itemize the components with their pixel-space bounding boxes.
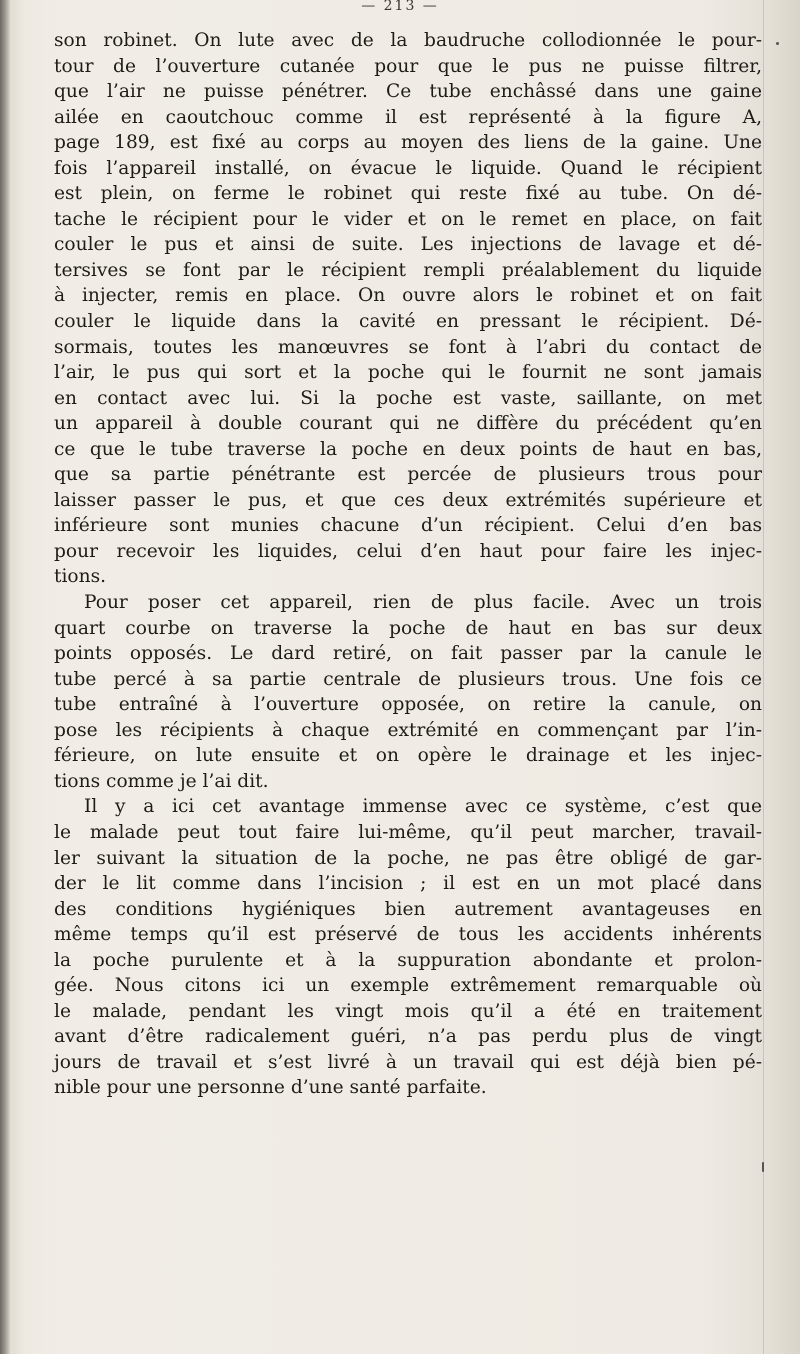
text-line: que sa partie pénétrante est percée de plusieurs trous pour bbox=[54, 464, 762, 486]
paper-speck bbox=[776, 42, 779, 45]
text-line: tersives se font par le récipient rempli préalablement du liquide bbox=[54, 259, 762, 281]
text-line: Il y a ici cet avantage immense avec ce système, c’est que bbox=[84, 796, 762, 818]
text-line: le malade, pendant les vingt mois qu’il a été en traitement bbox=[54, 1000, 762, 1022]
text-line: jours de travail et s’est livré à un travail qui est déjà bien pé- bbox=[54, 1051, 762, 1073]
text-line: ailée en caoutchouc comme il est représenté à la figure A, bbox=[54, 106, 762, 128]
paragraph-1 bbox=[54, 28, 762, 590]
text-line: ce que le tube traverse la poche en deux points de haut en bas, bbox=[54, 438, 762, 460]
text-line: est plein, on ferme le robinet qui reste fixé au tube. On dé- bbox=[54, 183, 762, 205]
text-line: férieure, on lute ensuite et on opère le drainage et les injec- bbox=[54, 745, 762, 767]
body-text bbox=[54, 28, 762, 1101]
text-line: avant d’être radicalement guéri, n’a pas perdu plus de vingt bbox=[54, 1026, 762, 1048]
text-line: inférieure sont munies chacune d’un récipient. Celui d’en bas bbox=[54, 515, 762, 537]
text-line: couler le pus et ainsi de suite. Les injections de lavage et dé- bbox=[54, 234, 762, 256]
text-line: page 189, est fixé au corps au moyen des liens de la gaine. Une bbox=[54, 132, 762, 154]
paper-speck bbox=[762, 1162, 764, 1172]
text-line: tions. bbox=[54, 566, 107, 588]
text-line: tube percé à sa partie centrale de plusieurs trous. Une fois ce bbox=[54, 668, 762, 690]
text-line: der le lit comme dans l’incision ; il est en un mot placé dans bbox=[54, 873, 762, 895]
text-line: tube entraîné à l’ouverture opposée, on retire la canule, on bbox=[54, 694, 762, 716]
text-line: couler le liquide dans la cavité en pressant le récipient. Dé- bbox=[54, 311, 762, 333]
text-line: tour de l’ouverture cutanée pour que le pus ne puisse filtrer, bbox=[54, 55, 762, 77]
text-line: à injecter, remis en place. On ouvre alors le robinet et on fait bbox=[54, 285, 762, 307]
text-line: points opposés. Le dard retiré, on fait passer par la canule le bbox=[54, 643, 762, 665]
text-line: la poche purulente et à la suppuration abondante et prolon- bbox=[54, 949, 762, 971]
text-line: même temps qu’il est préservé de tous les accidents inhérents bbox=[54, 924, 762, 946]
text-line: des conditions hygiéniques bien autrement avantageuses en bbox=[54, 898, 762, 920]
text-line: un appareil à double courant qui ne diffère du précédent qu’en bbox=[54, 413, 762, 435]
text-line: en contact avec lui. Si la poche est vaste, saillante, on met bbox=[54, 387, 762, 409]
text-line: nible pour une personne d’une santé parfaite. bbox=[54, 1077, 487, 1099]
paragraph-2 bbox=[54, 590, 762, 794]
text-line: tache le récipient pour le vider et on le remet en place, on fait bbox=[54, 208, 762, 230]
text-line: fois l’appareil installé, on évacue le liquide. Quand le récipient bbox=[54, 157, 762, 179]
page-fore-edge bbox=[763, 0, 800, 1354]
text-line: l’air, le pus qui sort et la poche qui le fournit ne sont jamais bbox=[54, 362, 762, 384]
text-line: tions comme je l’ai dit. bbox=[54, 770, 269, 792]
text-line: gée. Nous citons ici un exemple extrêmement remarquable où bbox=[54, 975, 762, 997]
page-binding-edge bbox=[0, 0, 10, 1354]
text-line: Pour poser cet appareil, rien de plus facile. Avec un trois bbox=[84, 592, 762, 614]
text-line: son robinet. On lute avec de la baudruche collodionnée le pour- bbox=[54, 30, 762, 51]
text-line: laisser passer le pus, et que ces deux extrémités supérieure et bbox=[54, 489, 762, 511]
text-line: ler suivant la situation de la poche, ne pas être obligé de gar- bbox=[54, 847, 762, 869]
text-line: pose les récipients à chaque extrémité en commençant par l’in- bbox=[54, 719, 762, 741]
text-line: quart courbe on traverse la poche de haut en bas sur deux bbox=[54, 617, 762, 639]
text-line: le malade peut tout faire lui-même, qu’il peut marcher, travail- bbox=[54, 821, 762, 843]
text-line: sormais, toutes les manœuvres se font à l’abri du contact de bbox=[54, 336, 762, 358]
text-line: que l’air ne puisse pénétrer. Ce tube enchâssé dans une gaine bbox=[54, 81, 762, 103]
page-number: — 213 — bbox=[361, 0, 439, 14]
text-line: pour recevoir les liquides, celui d’en haut pour faire les injec- bbox=[54, 540, 762, 562]
paragraph-3 bbox=[54, 794, 762, 1101]
